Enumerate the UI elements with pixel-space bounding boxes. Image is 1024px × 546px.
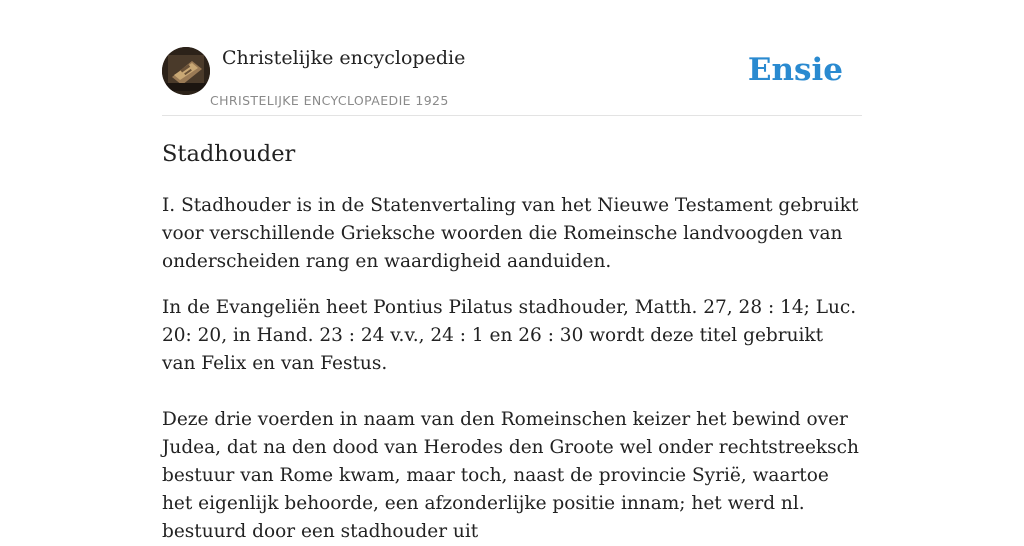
- book-cover-avatar-icon[interactable]: [162, 47, 210, 95]
- article-title: Stadhouder: [162, 141, 296, 167]
- article-paragraph-2: In de Evangeliën heet Pontius Pilatus stadhouder, Matth. 27, 28 : 14; Luc. 20: 20, in Hand. 23 : 24 v.v., 24 : 1 en 26 : 30 wordt deze titel gebruikt van Felix en van Festus.: [162, 297, 857, 374]
- avatar-image: [162, 47, 210, 95]
- source-header: [162, 0, 862, 116]
- article-paragraph-3: Deze drie voerden in naam van den Romeinschen keizer het bewind over Judea, dat na den dood van Herodes den Groote wel onder rechtstreeksch bestuur van Rome kwam, maar toch, naast de provincie Syrië, waartoe het eigenlijk behoorde, een afzonderlijke positie innam; het werd nl. bestuurd door een stadhouder uit: [162, 409, 859, 542]
- source-title[interactable]: Christelijke encyclopedie: [222, 47, 466, 69]
- page: [162, 0, 862, 542]
- article-paragraph-1: I. Stadhouder is in de Statenvertaling van het Nieuwe Testament gebruikt voor verschillende Grieksche woorden die Romeinsche landvoogden van onderscheiden rang en waardigheid aanduiden.: [162, 195, 859, 272]
- brand-logo[interactable]: Ensie: [747, 52, 843, 88]
- source-subtitle[interactable]: CHRISTELIJKE ENCYCLOPAEDIE 1925: [210, 93, 449, 108]
